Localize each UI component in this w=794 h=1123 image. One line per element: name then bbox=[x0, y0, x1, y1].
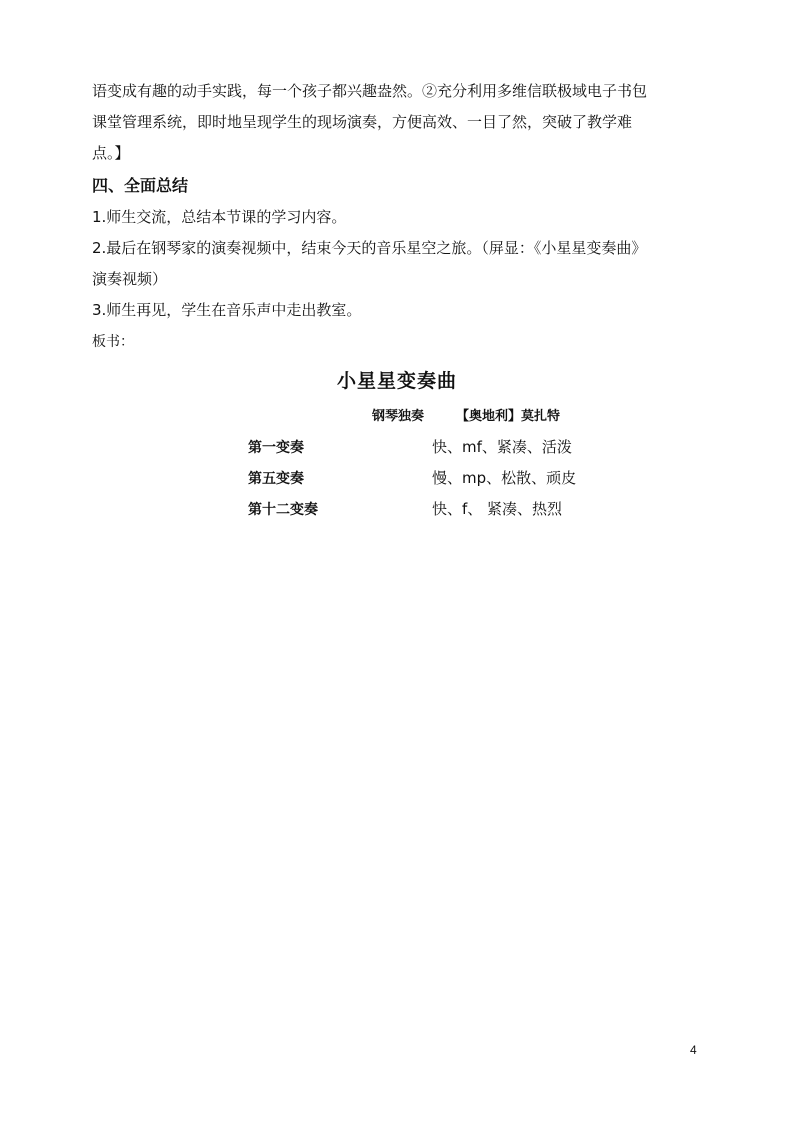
paragraph-line: 语变成有趣的动手实践，每一个孩子都兴趣盎然。②充分利用多维信联极域电子书包 bbox=[92, 82, 648, 100]
variation-name: 第五变奏 bbox=[248, 471, 304, 487]
variation-name: 第一变奏 bbox=[248, 440, 304, 456]
list-item-continuation: 演奏视频） bbox=[92, 270, 168, 288]
variation-description: 慢、mp、松散、顽皮 bbox=[432, 469, 577, 487]
paragraph-line: 点。】 bbox=[92, 144, 130, 162]
variation-description: 快、mf、紧凑、活泼 bbox=[432, 438, 572, 456]
board-label: 板书： bbox=[92, 334, 134, 350]
board-title: 小星星变奏曲 bbox=[336, 370, 457, 392]
page-number: 4 bbox=[690, 1043, 697, 1057]
board-composer: 【奥地利】莫扎特 bbox=[456, 409, 561, 424]
board-form: 钢琴独奏 bbox=[372, 409, 425, 424]
variation-description: 快、f、 紧凑、热烈 bbox=[432, 500, 563, 518]
variation-name: 第十二变奏 bbox=[248, 502, 318, 518]
list-item: 1.师生交流，总结本节课的学习内容。 bbox=[92, 208, 347, 226]
section-heading: 四、全面总结 bbox=[92, 176, 189, 195]
list-item: 3.师生再见，学生在音乐声中走出教室。 bbox=[92, 301, 362, 319]
list-item: 2.最后在钢琴家的演奏视频中，结束今天的音乐星空之旅。（屏显：《小星星变奏曲》 bbox=[92, 239, 647, 257]
paragraph-line: 课堂管理系统，即时地呈现学生的现场演奏，方便高效、一目了然，突破了教学难 bbox=[92, 113, 633, 131]
